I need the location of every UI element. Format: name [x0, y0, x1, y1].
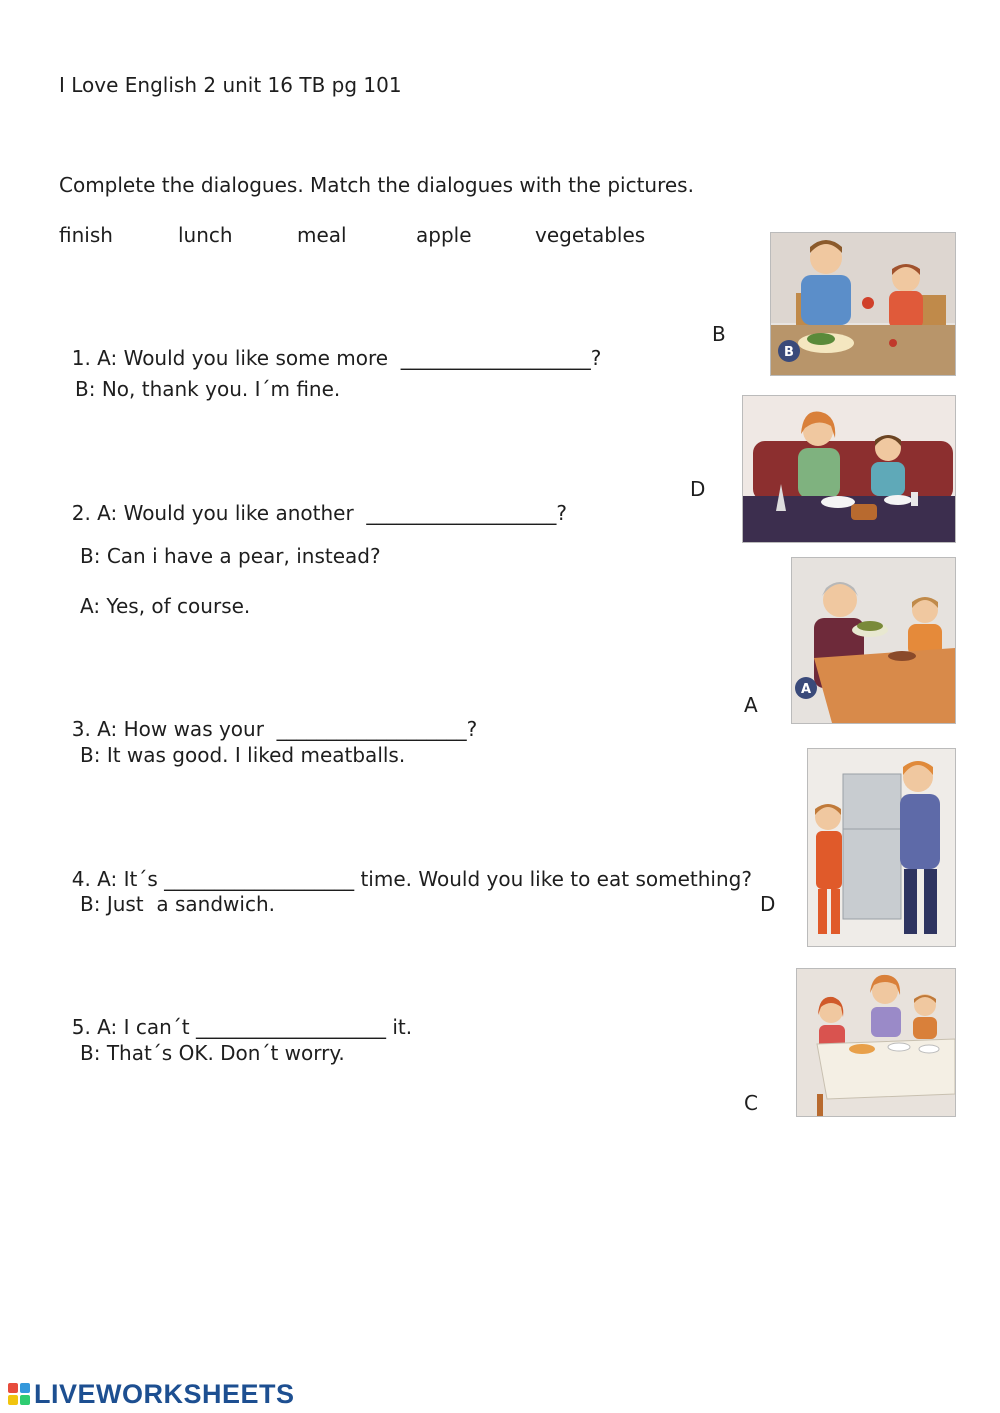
dialogue-1-line-a: 1. A: Would you like some more ___________________?	[71, 346, 602, 370]
dialogue-1-line-b: B: No, thank you. I´m fine.	[75, 377, 341, 401]
dialogue-1-answer[interactable]: B	[712, 322, 726, 346]
answer-blank[interactable]: ___________________	[195, 1015, 386, 1039]
picture-a-grandmother-serving-boy	[791, 557, 956, 724]
dialogue-5-line-b: B: That´s OK. Don´t worry.	[80, 1041, 345, 1065]
dialogue-2-line-b: B: Can i have a pear, instead?	[80, 544, 381, 568]
answer-blank[interactable]: ___________________	[400, 346, 591, 370]
word-bank-item: lunch	[178, 223, 233, 247]
dialogue-3-line-a: 3. A: How was your ___________________?	[71, 717, 478, 741]
dialogue-3-line-b: B: It was good. I liked meatballs.	[80, 743, 406, 767]
answer-blank[interactable]: ___________________	[276, 717, 467, 741]
worksheet-title: I Love English 2 unit 16 TB pg 101	[59, 73, 402, 97]
answer-blank[interactable]: ___________________	[366, 501, 557, 525]
picture-c-family-at-dinner-table	[796, 968, 956, 1117]
instructions: Complete the dialogues. Match the dialogues with the pictures.	[59, 173, 694, 197]
picture-d-woman-and-boy-at-table	[742, 395, 956, 543]
word-bank-item: apple	[416, 223, 472, 247]
dialogue-5-line-a: 5. A: I can´t ___________________ it.	[71, 1015, 413, 1039]
dialogue-4-answer[interactable]: D	[760, 892, 776, 916]
picture-badge: B	[784, 345, 794, 360]
dialogue-3-answer[interactable]: A	[744, 693, 758, 717]
picture-b-man-and-boy-eating	[770, 232, 956, 376]
liveworksheets-logo[interactable]	[8, 1380, 295, 1408]
logo-cubes-icon	[8, 1383, 30, 1405]
dialogue-4-line-b: B: Just a sandwich.	[80, 892, 275, 916]
word-bank-item: meal	[297, 223, 347, 247]
answer-blank[interactable]: ___________________	[164, 867, 355, 891]
picture-d-father-and-boy-at-fridge	[807, 748, 956, 947]
dialogue-2-answer[interactable]: D	[690, 477, 706, 501]
dialogue-2-line-a: 2. A: Would you like another ___________________?	[71, 501, 568, 525]
dialogue-4-line-a: 4. A: It´s ___________________ time. Would you like to eat something?	[71, 867, 752, 891]
dialogue-2-line-c: A: Yes, of course.	[80, 594, 251, 618]
word-bank-item: finish	[59, 223, 113, 247]
word-bank-item: vegetables	[535, 223, 646, 247]
logo-text: LIVEWORKSHEETS	[34, 1378, 295, 1409]
dialogue-5-answer[interactable]: C	[744, 1091, 758, 1115]
picture-badge: A	[800, 682, 812, 697]
